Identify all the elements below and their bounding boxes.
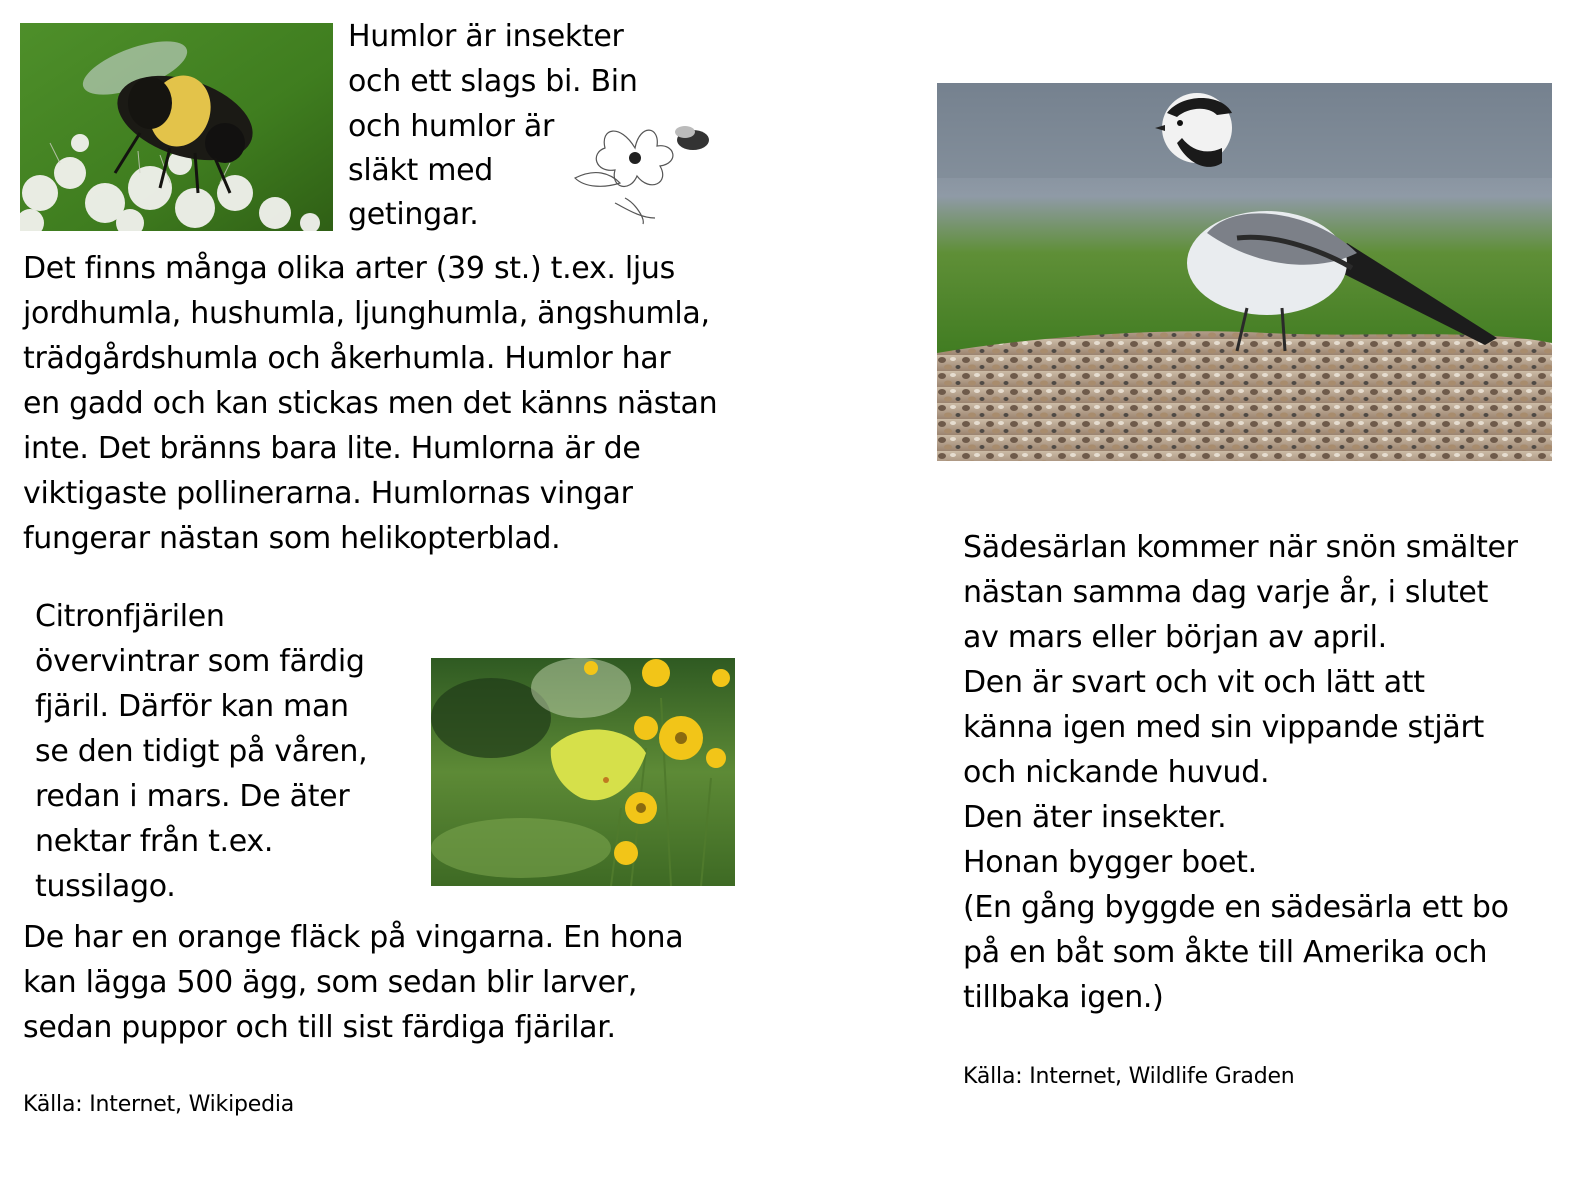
- wagtail-source: Källa: Internet, Wildlife Graden: [963, 1064, 1295, 1089]
- wagtail-photo: [937, 83, 1552, 461]
- wagtail-paragraph: Sädesärlan kommer när snön smälter nästan samma dag varje år, i slutet av mars eller början av april. Den är svart och vit och lätt att känna igen med sin vippande stjärt och nickande huvud. Den äter insekter. Honan bygger boet. (En gång byggde en sädesärla ett bo på en båt som åkte till Amerika och tillbaka igen.): [963, 530, 1518, 1015]
- butterfly-photo: [431, 658, 735, 886]
- bumblebee-intro-line-4: släkt med: [348, 153, 494, 188]
- bumblebee-intro-line-2: och ett slags bi. Bin: [348, 64, 638, 99]
- bumblebee-intro-line-5: getingar.: [348, 197, 479, 232]
- bumblebee-intro-line-1: Humlor är insekter: [348, 19, 624, 54]
- bumblebee-intro-line-3: och humlor är: [348, 109, 555, 144]
- butterfly-paragraph: De har en orange fläck på vingarna. En hona kan lägga 500 ägg, som sedan blir larver, sedan puppor och till sist färdiga fjärilar.: [23, 920, 684, 1045]
- bumblebee-photo: [20, 23, 333, 231]
- butterfly-intro-paragraph: Citronfjärilen övervintrar som färdig fjäril. Därför kan man se den tidigt på våren, redan i mars. De äter nektar från t.ex. tussilago.: [35, 599, 368, 904]
- bumblebee-paragraph: Det finns många olika arter (39 st.) t.ex. ljus jordhumla, hushumla, ljunghumla, ängshumla, trädgårdshumla och åkerhumla. Humlor har en gadd och kan stickas men det känns nästan inte. Det bränns bara lite. Humlorna är de viktigaste pollinerarna. Humlornas vingar fungerar nästan som helikopterblad.: [23, 251, 718, 556]
- flower-sketch: [565, 108, 718, 225]
- butterfly-source: Källa: Internet, Wikipedia: [23, 1092, 295, 1117]
